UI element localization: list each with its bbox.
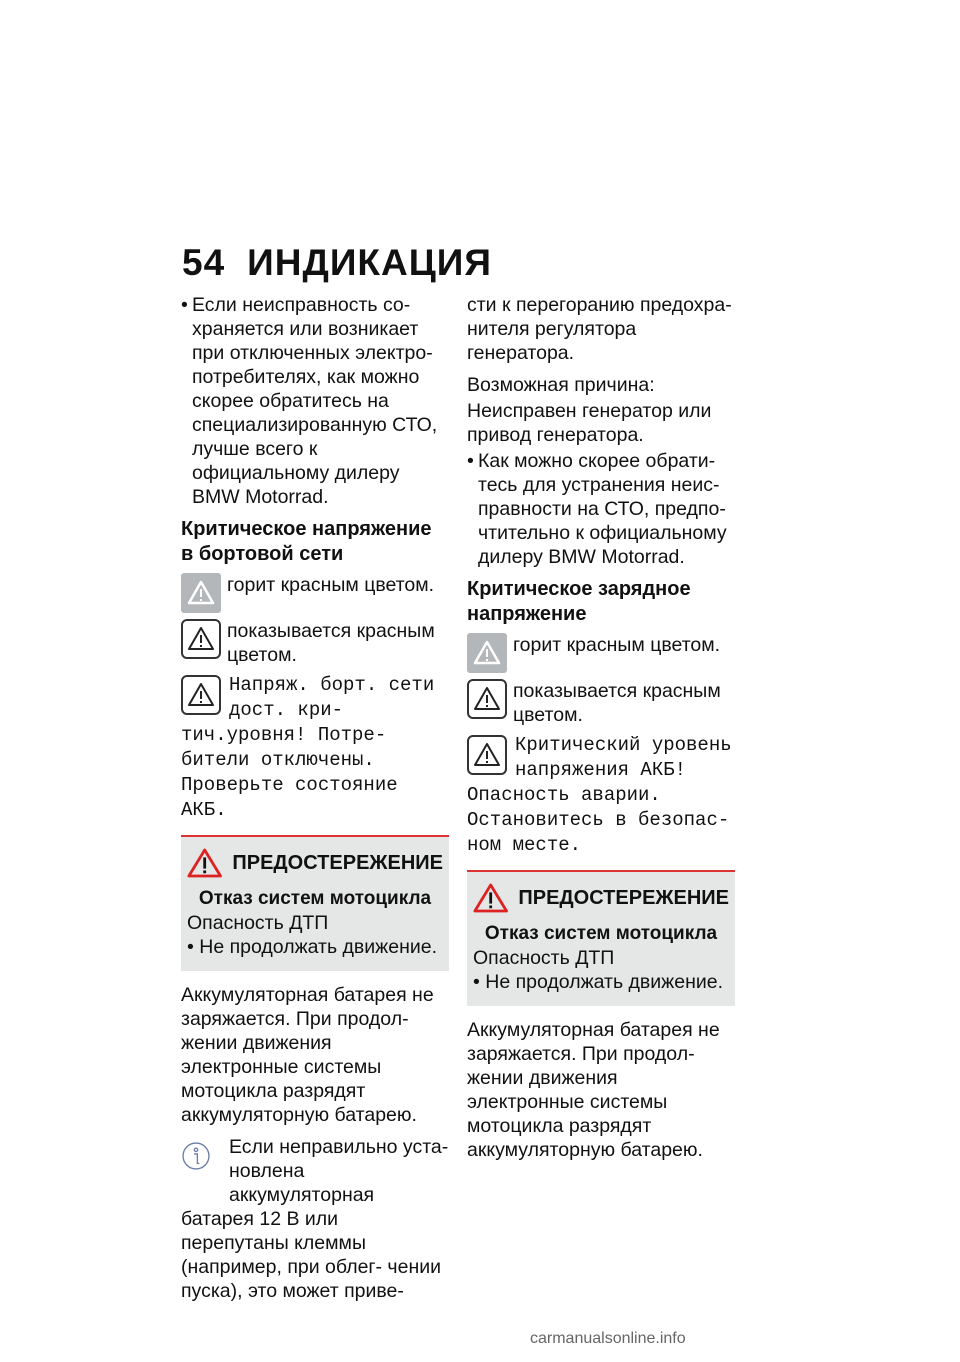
section-heading: Критическое зарядное напряжение [467,578,691,625]
cause-text: Неисправен генератор или привод генератора. [467,400,712,446]
warning-light-icon [181,573,221,613]
display-message [181,673,449,823]
warning-title: ПРЕДОСТЕРЕЖЕНИЕ [518,887,729,909]
body-paragraph: сти к перегоранию предохра- нителя регулятора генератора. [467,294,732,364]
display-warning-icon [467,735,507,775]
watermark: carmanualsonline.info [530,1330,686,1347]
page-header [182,242,492,284]
display-message-text: Напряж. борт. сети дост. кри- [229,674,435,721]
page-title: ИНДИКАЦИЯ [247,242,492,283]
body-paragraph: Аккумуляторная батарея не заряжается. При продол- жении движения электронные системы мотоцикла разрядят аккумуляторную батарею. [181,984,434,1126]
warning-light-icon [467,633,507,673]
section-heading: Критическое напряжение в бортовой сети [181,518,432,565]
warning-subtitle: Отказ систем мотоцикла [198,888,432,909]
warning-subtitle: Отказ систем мотоцикла [484,923,718,944]
display-warning-icon [181,675,221,715]
warning-danger: Опасность ДТП [473,947,615,969]
indicator-row [467,633,735,673]
indicator-row [467,679,735,727]
warning-triangle-icon [473,882,508,914]
indicator-text: показывается красным цветом. [513,680,721,726]
warning-box [181,835,449,971]
warning-box [467,870,735,1006]
body-paragraph: Аккумуляторная батарея не заряжается. При продол- жении движения электронные системы мотоцикла разрядят аккумуляторную батарею. [467,1019,720,1161]
warning-danger: Опасность ДТП [187,912,329,934]
warning-title: ПРЕДОСТЕРЕЖЕНИЕ [232,852,443,874]
indicator-text: горит красным цветом. [227,574,435,596]
info-text: Если неправильно уста- новлена аккумуляторная [229,1136,449,1206]
info-icon [181,1141,225,1185]
indicator-text: показывается красным цветом. [227,620,435,666]
warning-triangle-icon [187,847,222,879]
info-text: батарея 12 В или перепутаны клеммы (например, при облег- чении пуска), это может приве- [181,1208,441,1302]
bullet-paragraph: • Если неисправность со- храняется или возникает при отключенных электро- потребителях, как можно скорее обратитесь на специализированную СТО, лучше всего к официальному дилеру BMW Motorrad. [181,294,438,508]
indicator-text: горит красным цветом. [513,634,721,656]
warning-action: • Не продолжать движение. [473,971,723,993]
cause-label: Возможная причина: [467,374,655,396]
display-message-text: Критический уровень напряжения АКБ! [515,734,732,781]
display-warning-icon [181,619,221,659]
right-column [467,293,735,1170]
display-warning-icon [467,679,507,719]
indicator-row [181,573,449,613]
display-message-text: тич.уровня! Потре- бители отключены. Проверьте состояние АКБ. [181,724,398,821]
warning-action: • Не продолжать движение. [187,936,437,958]
page-number: 54 [182,242,226,283]
left-column [181,293,449,1303]
indicator-row [181,619,449,667]
display-message [467,733,735,858]
bullet-paragraph: • Как можно скорее обрати- тесь для устранения неис- правности на СТО, предпо- чтительно к официальному дилеру BMW Motorrad. [467,450,727,568]
display-message-text: Опасность аварии. Остановитесь в безопас- ном месте. [467,784,730,856]
info-note [181,1135,449,1303]
